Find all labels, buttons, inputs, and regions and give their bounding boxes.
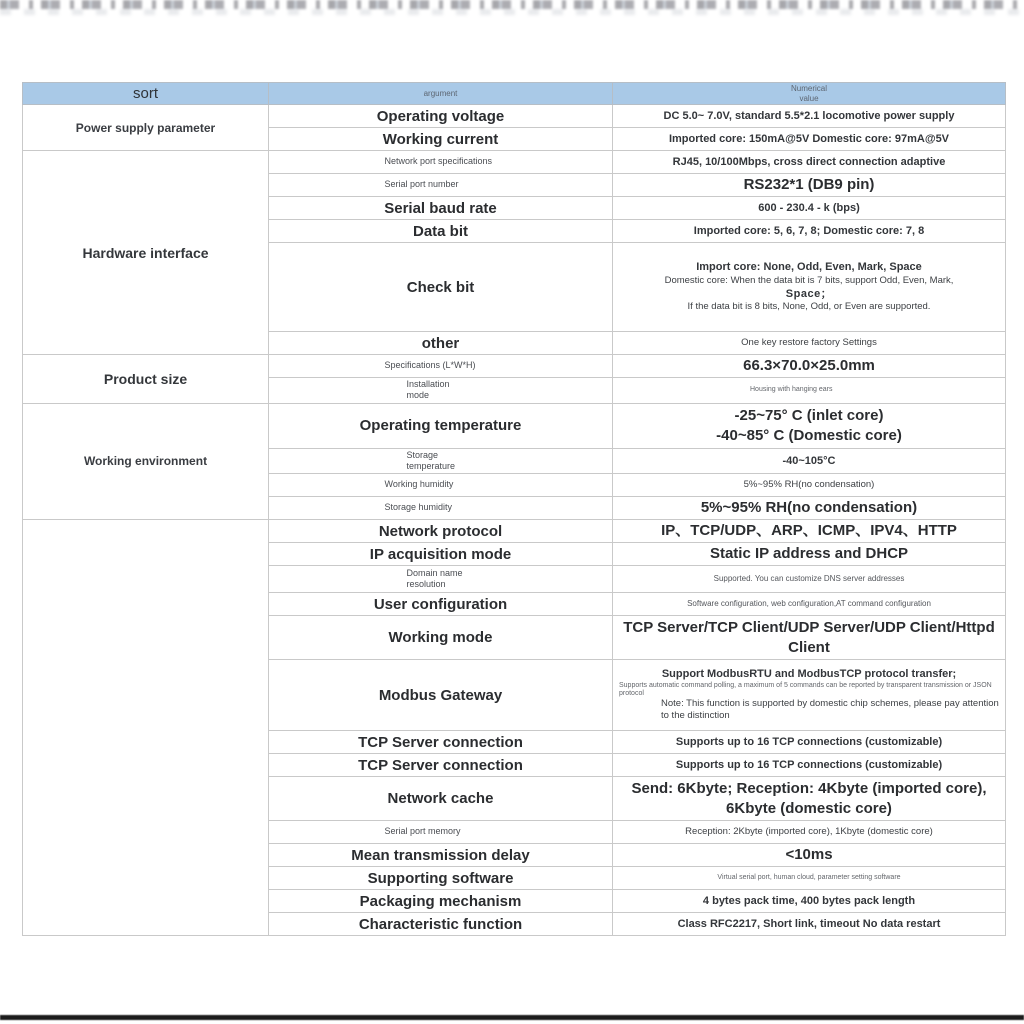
param-cell: Operating temperature xyxy=(269,403,613,448)
param-cell: Installation mode xyxy=(269,378,613,404)
value-cell: Supported. You can customize DNS server addresses xyxy=(613,566,1006,593)
value-cell: One key restore factory Settings xyxy=(613,332,1006,355)
param-cell: Serial port memory xyxy=(269,821,613,844)
param-cell: TCP Server connection xyxy=(269,754,613,777)
value-cell: Support ModbusRTU and ModbusTCP protocol transfer; Supports automatic command polling, a maximum of 5 commands can be reported by transparent transmission or JSON protocol Note: This function is supported by domestic chip schemes, please pay attention to the distinction xyxy=(613,660,1006,731)
value-cell: RS232*1 (DB9 pin) xyxy=(613,174,1006,197)
table-row xyxy=(23,355,1006,378)
table-row xyxy=(23,520,1006,543)
value-cell: TCP Server/TCP Client/UDP Server/UDP Client/Httpd Client xyxy=(613,616,1006,660)
value-cell: 5%~95% RH(no condensation) xyxy=(613,474,1006,497)
value-cell: Send: 6Kbyte; Reception: 4Kbyte (imported core), 6Kbyte (domestic core) xyxy=(613,777,1006,821)
table-row xyxy=(23,105,1006,128)
param-cell: Data bit xyxy=(269,220,613,243)
value-cell: IP、TCP/UDP、ARP、ICMP、IPV4、HTTP xyxy=(613,520,1006,543)
param-cell: Working mode xyxy=(269,616,613,660)
param-cell: other xyxy=(269,332,613,355)
column-header-sort: sort xyxy=(23,83,269,105)
param-cell: TCP Server connection xyxy=(269,731,613,754)
param-cell: Working humidity xyxy=(269,474,613,497)
value-cell: DC 5.0~ 7.0V, standard 5.5*2.1 locomotive power supply xyxy=(613,105,1006,128)
param-cell: Supporting software xyxy=(269,867,613,890)
param-cell: Network protocol xyxy=(269,520,613,543)
column-header-numerical-value: Numerical value xyxy=(613,83,1006,105)
param-cell: Check bit xyxy=(269,243,613,332)
param-cell: Serial baud rate xyxy=(269,197,613,220)
category-cell: Product size xyxy=(23,355,269,404)
category-cell: Working environment xyxy=(23,403,269,520)
param-cell: Domain name resolution xyxy=(269,566,613,593)
value-cell: Import core: None, Odd, Even, Mark, Space Domestic core: When the data bit is 7 bits, support Odd, Even, Mark, Space； If the data bit is 8 bits, None, Odd, or Even are supported. xyxy=(613,243,1006,332)
value-cell: RJ45, 10/100Mbps, cross direct connection adaptive xyxy=(613,151,1006,174)
param-cell: Packaging mechanism xyxy=(269,890,613,913)
value-cell: <10ms xyxy=(613,844,1006,867)
category-cell: Hardware interface xyxy=(23,151,269,355)
value-cell: Supports up to 16 TCP connections (customizable) xyxy=(613,754,1006,777)
param-cell: Modbus Gateway xyxy=(269,660,613,731)
table-row xyxy=(23,151,1006,174)
param-cell: Network cache xyxy=(269,777,613,821)
spec-table xyxy=(22,82,1006,936)
value-cell: Virtual serial port, human cloud, parameter setting software xyxy=(613,867,1006,890)
table-row xyxy=(23,403,1006,448)
value-cell: 66.3×70.0×25.0mm xyxy=(613,355,1006,378)
cropped-text-artifact xyxy=(0,0,1024,9)
param-cell: Storage temperature xyxy=(269,448,613,474)
value-cell: Imported core: 150mA@5V Domestic core: 97mA@5V xyxy=(613,128,1006,151)
value-cell: 5%~95% RH(no condensation) xyxy=(613,497,1006,520)
param-cell: Specifications (L*W*H) xyxy=(269,355,613,378)
value-cell: Housing with hanging ears xyxy=(613,378,1006,404)
param-cell: Operating voltage xyxy=(269,105,613,128)
param-cell: Characteristic function xyxy=(269,913,613,936)
param-cell: IP acquisition mode xyxy=(269,543,613,566)
value-cell: Imported core: 5, 6, 7, 8; Domestic core: 7, 8 xyxy=(613,220,1006,243)
param-cell: Serial port number xyxy=(269,174,613,197)
header-row xyxy=(23,83,1006,105)
value-cell: -40~105°C xyxy=(613,448,1006,474)
value-cell: 600 - 230.4 - k (bps) xyxy=(613,197,1006,220)
cropped-text-artifact-2 xyxy=(0,9,1024,15)
value-cell: Software configuration, web configuration,AT command configuration xyxy=(613,593,1006,616)
param-cell: Network port specifications xyxy=(269,151,613,174)
value-cell: Static IP address and DHCP xyxy=(613,543,1006,566)
param-cell: User configuration xyxy=(269,593,613,616)
value-cell: Reception: 2Kbyte (imported core), 1Kbyte (domestic core) xyxy=(613,821,1006,844)
param-cell: Storage humidity xyxy=(269,497,613,520)
value-cell: 4 bytes pack time, 400 bytes pack length xyxy=(613,890,1006,913)
value-cell: -25~75° C (inlet core) -40~85° C (Domestic core) xyxy=(613,403,1006,448)
param-cell: Mean transmission delay xyxy=(269,844,613,867)
value-cell: Class RFC2217, Short link, timeout No data restart xyxy=(613,913,1006,936)
bottom-edge-bar xyxy=(0,1015,1024,1020)
value-cell: Supports up to 16 TCP connections (customizable) xyxy=(613,731,1006,754)
category-cell-empty xyxy=(23,520,269,936)
column-header-argument: argument xyxy=(269,83,613,105)
category-cell: Power supply parameter xyxy=(23,105,269,151)
param-cell: Working current xyxy=(269,128,613,151)
